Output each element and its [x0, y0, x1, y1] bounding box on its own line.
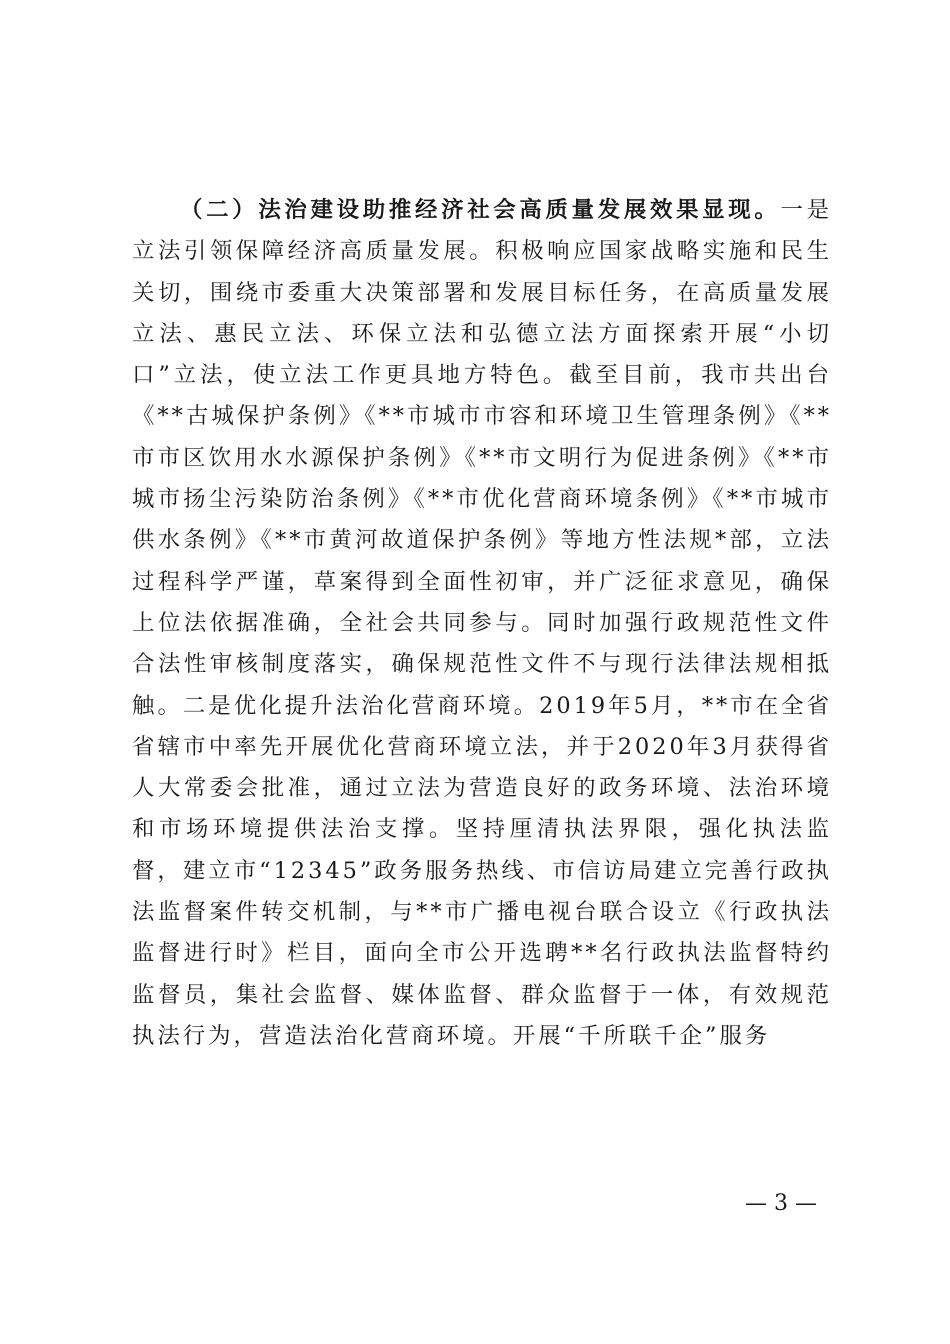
section-heading: （二）法治建设助推经济社会高质量发展效果显现。	[180, 197, 781, 223]
paragraph-text: 一是立法引领保障经济高质量发展。积极响应国家战略实施和民生关切，围绕市委重大决策部署和发展目标任务，在高质量发展立法、惠民立法、环保立法和弘德立法方面探索开展“小切口”立法，使立法工作更具地方特色。截至目前，我市共出台《**古城保护条例》《**市城市市容和环境卫生管理条例》《**市市区饮用水水源保护条例》《**市文明行为促进条例》《**市城市扬尘污染防治条例》《**市优化营商环境条例》《**市城市供水条例》《**市黄河故道保护条例》等地方性法规*部，立法过程科学严谨，草案得到全面性初审，并广泛征求意见，确保上位法依据准确，全社会共同参与。同时加强行政规范性文件合法性审核制度落实，确保规范性文件不与现行法律法规相抵触。二是优化提升法治化营商环境。2019年5月，**市在全省省辖市中率先开展优化营商环境立法，并于2020年3月获得省人大常委会批准，通过立法为营造良好的政务环境、法治环境和市场环境提供法治支撑。坚持厘清执法界限，强化执法监督，建立市“12345”政务服务热线、市信访局建立完善行政执法监督案件转交机制，与**市广播电视台联合设立《行政执法监督进行时》栏目，面向全市公开选聘**名行政执法监督特约监督员，集社会监督、媒体监督、群众监督于一体，有效规范执法行为，营造法治化营商环境。开展“千所联千企”服务	[132, 197, 833, 1049]
body-paragraph	[132, 190, 832, 1057]
page-number: — 3 —	[745, 1191, 817, 1216]
